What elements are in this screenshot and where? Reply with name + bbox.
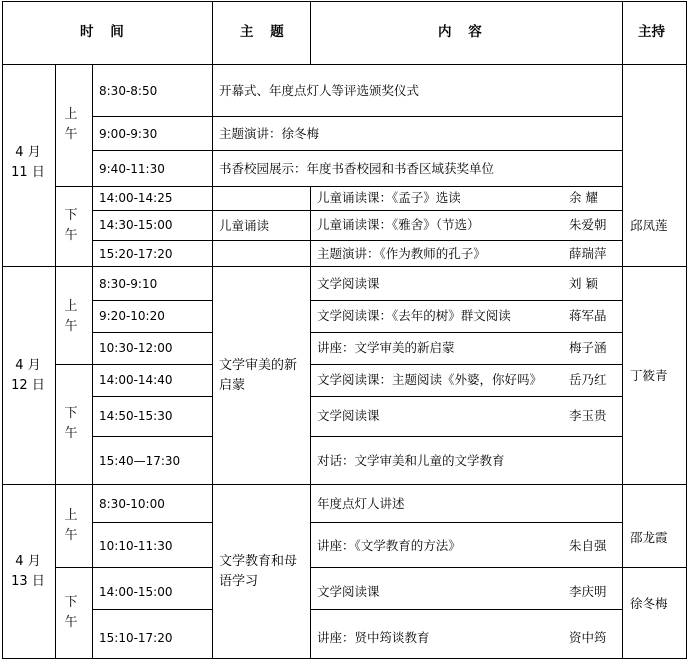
day3-ampm-line bbox=[55, 567, 212, 568]
header-theme: 主 题 bbox=[240, 24, 290, 40]
day2-row-line bbox=[92, 332, 212, 333]
day2-row-line bbox=[92, 436, 212, 437]
day3-theme: 文学教育和母语学习 bbox=[219, 554, 298, 589]
content-column-line bbox=[310, 186, 311, 659]
day1-ampm-line bbox=[55, 186, 622, 187]
day1-am-label: 上午 bbox=[64, 107, 78, 142]
day2-row1-time: 8:30-9:10 bbox=[99, 277, 158, 291]
theme-column-line bbox=[212, 1, 213, 659]
day1-row4-content: 儿童诵读课：《孟子》选读 bbox=[317, 190, 461, 205]
day2-row-line bbox=[92, 396, 212, 397]
day2-row-line bbox=[310, 300, 622, 301]
day2-row4-speaker: 岳乃红 bbox=[569, 372, 607, 387]
day3-row-line bbox=[310, 609, 622, 610]
day2-pm-label: 下午 bbox=[64, 406, 78, 441]
day1-row1-content: 开幕式、年度点灯人等评选颁奖仪式 bbox=[219, 83, 420, 98]
day2-date: 4 月 12 日 bbox=[11, 358, 45, 393]
day1-row4-time: 14:00-14:25 bbox=[99, 191, 173, 205]
day1-row6-content: 主题演讲：《作为教师的孔子》 bbox=[317, 246, 486, 261]
day2-row5-content: 文学阅读课 bbox=[317, 408, 380, 423]
day3-row4-content: 讲座：贤中筠谈教育 bbox=[317, 630, 430, 645]
day2-row-line bbox=[310, 332, 622, 333]
day1-row4-speaker: 余 耀 bbox=[569, 190, 598, 205]
day2-row2-content: 文学阅读课：《去年的树》群文阅读 bbox=[317, 308, 511, 323]
day3-am-label: 上午 bbox=[64, 508, 78, 543]
border-top bbox=[2, 1, 687, 2]
day1-row-line bbox=[92, 150, 622, 151]
border-bottom bbox=[2, 658, 687, 659]
header-content: 内 容 bbox=[438, 24, 488, 40]
day3-row2-content: 讲座：《文学教育的方法》 bbox=[317, 538, 461, 553]
day1-host: 邱凤莲 bbox=[630, 218, 668, 233]
day3-date: 4 月 13 日 bbox=[11, 554, 45, 589]
day2-am-label: 上午 bbox=[64, 299, 78, 334]
day3-host-pm: 徐冬梅 bbox=[630, 596, 668, 611]
day3-host-am: 邵龙霞 bbox=[630, 530, 668, 545]
day1-row5-time: 14:30-15:00 bbox=[99, 218, 173, 232]
day2-row-line bbox=[310, 436, 622, 437]
day-separator-line bbox=[2, 266, 687, 267]
time-column-line bbox=[92, 64, 93, 659]
day2-row3-content: 讲座：文学审美的新启蒙 bbox=[317, 340, 455, 355]
day2-row-line bbox=[310, 396, 622, 397]
day3-row1-time: 8:30-10:00 bbox=[99, 497, 165, 511]
header-bottom-line bbox=[2, 64, 687, 65]
header-time: 时 间 bbox=[80, 24, 130, 40]
day2-row3-time: 10:30-12:00 bbox=[99, 341, 173, 355]
day1-row2-content: 主题演讲：徐冬梅 bbox=[219, 126, 320, 141]
day2-row2-time: 9:20-10:20 bbox=[99, 309, 165, 323]
day1-row1-time: 8:30-8:50 bbox=[99, 84, 158, 98]
border-left bbox=[2, 1, 3, 659]
day2-row6-time: 15:40—17:30 bbox=[99, 454, 181, 468]
day2-row5-time: 14:50-15:30 bbox=[99, 409, 173, 423]
content-column-line bbox=[310, 1, 311, 65]
day3-row-line bbox=[92, 522, 212, 523]
day2-row4-content: 文学阅读课：主题阅读《外婆，你好吗》 bbox=[317, 372, 543, 387]
day1-row6-time: 15:20-17:20 bbox=[99, 247, 173, 261]
day1-row5-content: 儿童诵读课：《雅舍》（节选） bbox=[317, 217, 480, 232]
day1-pm-theme: 儿童诵读 bbox=[219, 218, 270, 233]
day3-row3-speaker: 李庆明 bbox=[569, 584, 607, 599]
day2-row3-speaker: 梅子涵 bbox=[569, 340, 607, 355]
day2-host: 丁筱青 bbox=[630, 368, 668, 383]
header-host: 主持 bbox=[638, 24, 665, 40]
day3-row2-speaker: 朱自强 bbox=[569, 538, 607, 553]
day1-date: 4 月 11 日 bbox=[11, 145, 45, 180]
day1-row-line bbox=[92, 240, 622, 241]
day3-row-line bbox=[92, 609, 212, 610]
day2-row4-time: 14:00-14:40 bbox=[99, 373, 173, 387]
day1-row-line bbox=[92, 210, 622, 211]
day3-row4-time: 15:10-17:20 bbox=[99, 631, 173, 645]
day3-row-line bbox=[310, 522, 622, 523]
day2-row-line bbox=[92, 300, 212, 301]
day1-row2-time: 9:00-9:30 bbox=[99, 127, 158, 141]
day2-row-line bbox=[310, 364, 622, 365]
day-separator-line bbox=[2, 484, 687, 485]
day1-row5-speaker: 朱爱朝 bbox=[569, 217, 607, 232]
day1-row-line bbox=[92, 116, 622, 117]
border-right bbox=[686, 1, 687, 659]
day2-theme: 文学审美的新启蒙 bbox=[219, 358, 298, 393]
day1-pm-label: 下午 bbox=[64, 208, 78, 243]
ampm-column-line bbox=[55, 64, 56, 659]
day2-ampm-line bbox=[55, 364, 212, 365]
day2-row1-content: 文学阅读课 bbox=[317, 276, 380, 291]
day3-row2-time: 10:10-11:30 bbox=[99, 539, 173, 553]
day2-row1-speaker: 刘 颖 bbox=[569, 276, 598, 291]
day1-row3-content: 书香校园展示：年度书香校园和书香区域获奖单位 bbox=[219, 161, 495, 176]
day2-row6-content: 对话：文学审美和儿童的文学教育 bbox=[317, 453, 505, 468]
day3-pm-label: 下午 bbox=[64, 595, 78, 630]
day2-row5-speaker: 李玉贵 bbox=[569, 408, 607, 423]
day3-row4-speaker: 资中筠 bbox=[569, 630, 607, 645]
day3-ampm-line bbox=[310, 567, 687, 568]
host-column-line bbox=[622, 1, 623, 659]
day3-row3-time: 14:00-15:00 bbox=[99, 585, 173, 599]
day2-row2-speaker: 蒋军晶 bbox=[569, 308, 607, 323]
day1-row6-speaker: 薛瑞萍 bbox=[569, 246, 607, 261]
day3-row3-content: 文学阅读课 bbox=[317, 584, 380, 599]
day1-row3-time: 9:40-11:30 bbox=[99, 162, 165, 176]
day3-row1-content: 年度点灯人讲述 bbox=[317, 496, 405, 511]
